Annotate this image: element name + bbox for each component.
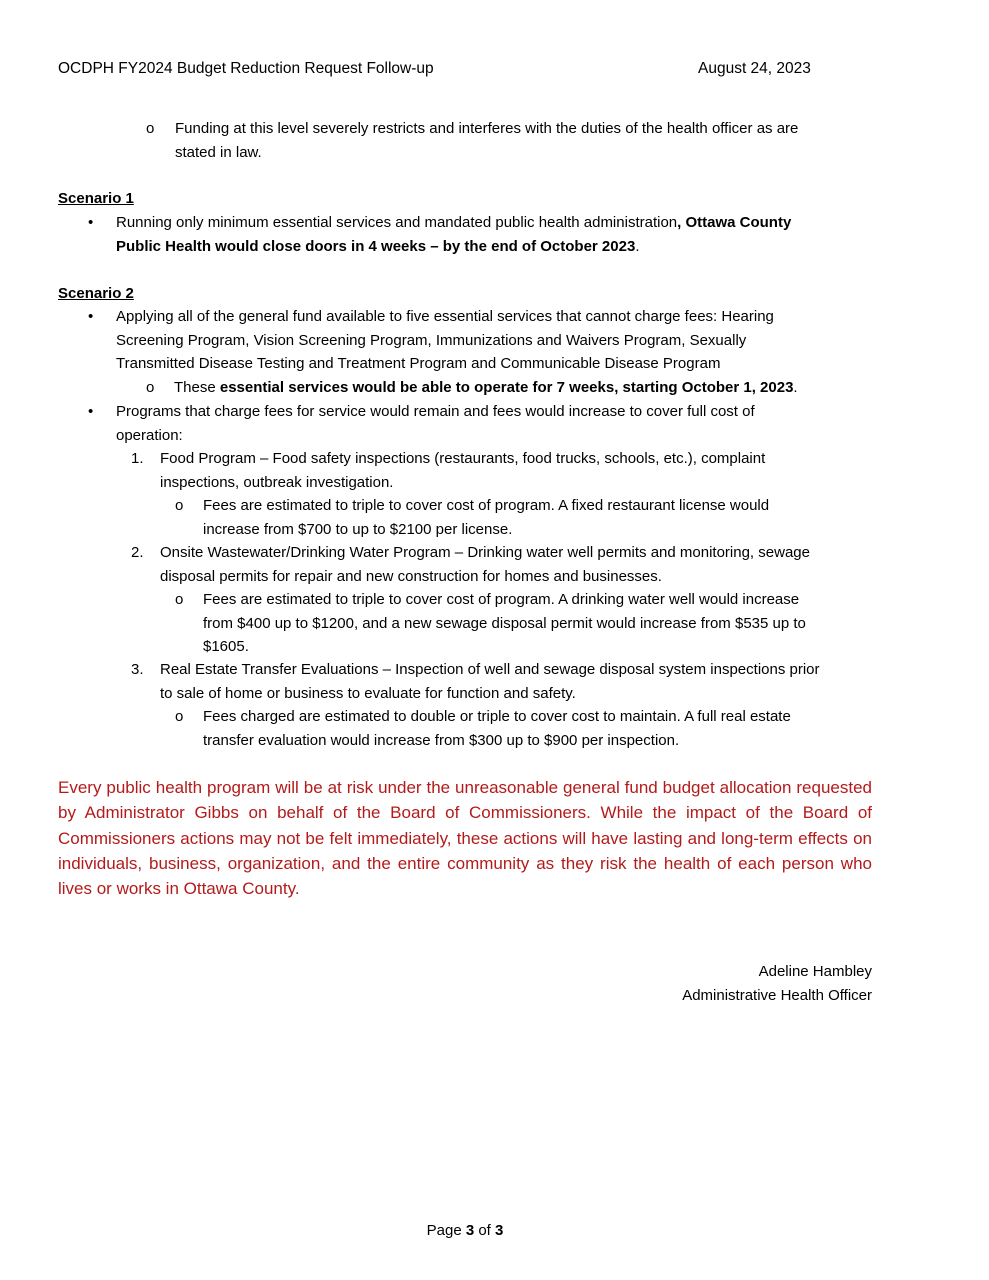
text-line: Applying all of the general fund available to five essential services that cannot charge fees: Hearing	[116, 308, 774, 325]
text-bold: essential services would be able to operate for 7 weeks, starting October 1, 2023	[219, 379, 794, 396]
circle-bullet-icon: o	[175, 591, 184, 608]
page-total: 3	[495, 1222, 504, 1239]
text-line: Fees are estimated to triple to cover cost of program. A fixed restaurant license would	[203, 497, 770, 514]
header-date: August 24, 2023	[698, 60, 811, 77]
text-line: disposal permits for repair and new construction for homes and businesses.	[160, 567, 662, 585]
scenario-2-heading: Scenario 2	[58, 285, 134, 302]
header-title: OCDPH FY2024 Budget Reduction Request Follow-up	[58, 60, 434, 77]
text-line: increase from $700 to up to $2100 per license.	[203, 520, 513, 538]
text-line: transfer evaluation would increase from $300 up to $900 per inspection.	[203, 731, 680, 749]
text-line: Screening Program, Vision Screening Program, Immunizations and Waivers Program, Sexually	[116, 331, 747, 349]
closing-paragraph	[58, 775, 872, 901]
text-line: Funding at this level severely restricts and interferes with the duties of the health officer as are	[175, 120, 799, 137]
text-plain: .	[635, 237, 640, 255]
circle-bullet-icon: o	[146, 379, 155, 396]
signature-title: Administrative Health Officer	[682, 986, 872, 1004]
text-plain: These	[174, 379, 220, 396]
page-label: Page	[426, 1222, 466, 1239]
page-number	[0, 1222, 930, 1239]
text-line: Onsite Wastewater/Drinking Water Program – Drinking water well permits and monitoring, sewage	[160, 544, 810, 561]
text-line	[174, 376, 798, 400]
signature-block	[682, 960, 872, 1007]
text-line: to sale of home or business to evaluate for function and safety.	[160, 684, 576, 702]
text-line: stated in law.	[175, 143, 262, 161]
text-line: from $400 up to $1200, and a new sewage disposal permit would increase from $535 up to	[203, 614, 806, 632]
circle-bullet-icon: o	[175, 708, 184, 725]
text-line: Fees are estimated to triple to cover cost of program. A drinking water well would increase	[203, 591, 800, 608]
bullet-icon: •	[88, 403, 94, 420]
text-line: Programs that charge fees for service would remain and fees would increase to cover full cost of	[116, 403, 755, 420]
page-of-label: of	[474, 1222, 496, 1239]
text-bold: , Ottawa County	[677, 214, 792, 231]
signature-name: Adeline Hambley	[758, 963, 872, 980]
text-plain: .	[793, 379, 798, 396]
text-plain: Running only minimum essential services and mandated public health administration	[116, 214, 678, 231]
text-line: Transmitted Disease Testing and Treatment Program and Communicable Disease Program	[116, 355, 721, 372]
text-line	[116, 211, 791, 235]
text-line: inspections, outbreak investigation.	[160, 473, 394, 491]
text-line	[116, 235, 791, 259]
bullet-icon: •	[88, 308, 94, 325]
list-number: 1.	[131, 450, 144, 467]
closing-paragraph-text: Every public health program will be at risk under the unreasonable general fund budget allocation requested by Administrator Gibbs on behalf of the Board of Commissioners. While the impact of the Board of Commissioners actions may not be felt immediately, these actions will have lasting and long-term effects on individuals, business, organization, and the entire community as they risk the health of each person who lives or works in Ottawa County.	[58, 778, 872, 899]
text-line: $1605.	[203, 638, 249, 655]
list-number: 3.	[131, 661, 144, 678]
circle-bullet-icon: o	[146, 120, 155, 137]
list-number: 2.	[131, 544, 144, 561]
text-line: operation:	[116, 426, 183, 444]
text-bold: Public Health would close doors in 4 weeks – by the end of October 2023	[116, 237, 636, 255]
page-current: 3	[465, 1222, 475, 1239]
text-line: Real Estate Transfer Evaluations – Inspection of well and sewage disposal system inspections prior	[160, 661, 820, 678]
text-line: Food Program – Food safety inspections (restaurants, food trucks, schools, etc.), complaint	[160, 450, 766, 467]
circle-bullet-icon: o	[175, 497, 184, 514]
scenario-1-heading: Scenario 1	[58, 190, 134, 207]
text-line: Fees charged are estimated to double or triple to cover cost to maintain. A full real estate	[203, 708, 791, 725]
bullet-icon: •	[88, 214, 94, 231]
